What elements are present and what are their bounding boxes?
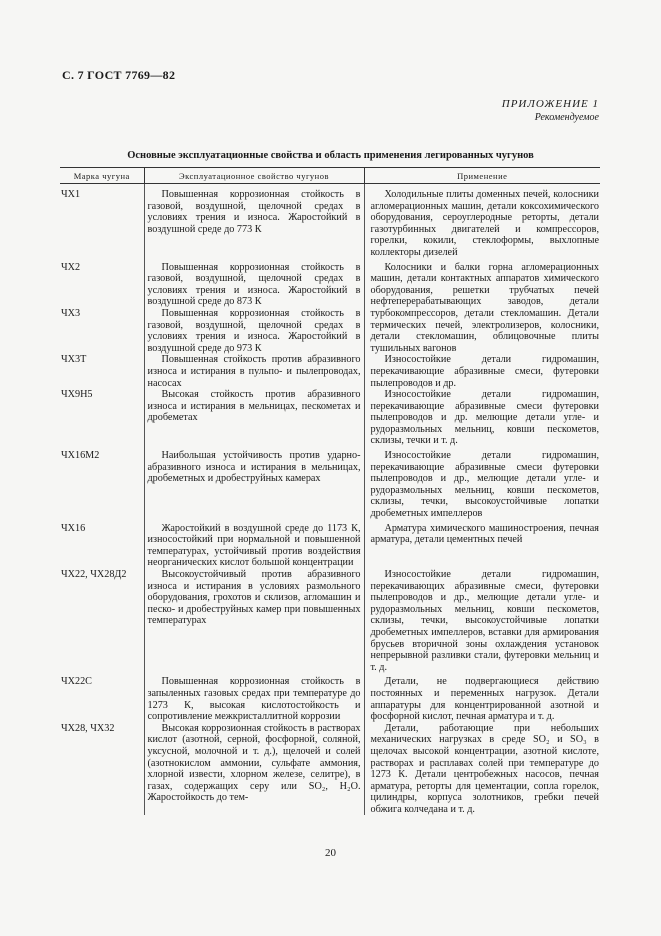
application-cell: Колосники и балки горна агломерационных машин, детали контактных аппаратов химического оборудования, решетки трубчатых печей нефтеперерабатывающих заводов, детали турбокомпрессоров, детали стекломашин. Детали термических печей, электролизеров, колосники, детали стекломашин, облицовочные плиты тушильных вагонов (364, 259, 600, 355)
grade-cell: ЧХ22С (61, 676, 92, 688)
table-row (60, 259, 600, 308)
property-cell: Жаростойкий в воздушной среде до 1173 К, износостойкий при нормальной и повышенной температурах, устойчивый против воздействия неорганических кислот большой концентрации (144, 520, 364, 569)
application-cell: Холодильные плиты доменных печей, колосники агломерационных машин, детали коксохимического оборудования, сероуглеродные реторты, детали газотурбинных двигателей и компрессоров, горелки, кокили, стеклоформы, выхлопные коллекторы дизелей (364, 184, 600, 259)
property-cell: Повышенная коррозионная стойкость в газовой, воздушной, щелочной средах в условиях трения и износа. Жаростойкий в воздушной среде до 773 К (144, 184, 364, 259)
grade-cell: ЧХ16 (61, 522, 86, 534)
property-cell: Высокоустойчивый против абразивного износа и истирания в условиях размольного оборудования, грохотов и склизов, агломашин и песко- и дробеструйных камер при повышенных температурах (144, 569, 364, 673)
page-number: 20 (325, 847, 336, 859)
table-row (60, 389, 600, 447)
column-header-property: Эксплуатационное свойство чугунов (144, 168, 364, 184)
application-cell: Арматура химического машиностроения, печная арматура, детали цементных печей (364, 520, 600, 569)
table-row (60, 447, 600, 520)
table-header-row (60, 168, 600, 184)
grade-cell: ЧХ3Т (61, 354, 87, 366)
table-row (60, 723, 600, 816)
property-cell: Повышенная стойкость против абразивного износа и истирания в пульпо- и пылепроводах, насосах (144, 354, 364, 389)
application-cell: Износостойкие детали гидромашин, перекачивающие абразивные смеси футеровки пылепроводов и др., мелющие детали угле- и рудоразмольных мельниц, ковши пескометов, склизы, течки, высокоустойчивые лопатки дробеметных импеллеров (364, 447, 600, 520)
property-cell: Повышенная коррозионная стойкость в запыленных газовых средах при температуре до 1273 К, высокая кислотостойкость и сопротивление межкристаллитной коррозии (144, 673, 364, 722)
grade-cell: ЧХ3 (61, 307, 81, 319)
properties-table (60, 167, 600, 815)
column-header-grade: Марка чугуна (60, 168, 144, 184)
table-title: Основные эксплуатационные свойства и область применения легированных чугунов (127, 150, 534, 161)
appendix-title: ПРИЛОЖЕНИЕ 1 (501, 98, 599, 110)
table-row (60, 520, 600, 569)
application-cell: Износостойкие детали гидромашин, перекачивающие абразивные смеси футеровки пылепроводов и др. мелющие детали угле- и рудоразмольных мельниц, ковши пескометов, склизы, течки и т. д. (364, 389, 600, 447)
document-header: С. 7 ГОСТ 7769—82 (62, 68, 176, 82)
appendix-subtitle: Рекомендуемое (534, 112, 599, 123)
property-cell: Высокая стойкость против абразивного износа и истирания в мельницах, пескометах и дробеметах (144, 389, 364, 447)
column-header-application: Применение (364, 168, 600, 184)
property-cell: Наибольшая устойчивость против ударно-абразивного износа и истирания в мельницах, дробеметных и дробеструйных камерах (144, 447, 364, 520)
grade-cell: ЧХ22, ЧХ28Д2 (61, 569, 127, 580)
application-cell: Износостойкие детали гидромашин, перекачивающие абразивные смеси, футеровки пылепроводов и др. (364, 354, 600, 389)
application-cell: Износостойкие детали гидромашин, перекачивающих абразивные смеси, футеровки пылепроводов и др., мелющие детали угле- и рудоразмольных мельниц, ковши пескометов, склизы, течки, высокоустойчивые лопатки дробеметных импеллеров, вставки для армирования брусьев вторичной зоны охлаждения установок непрерывной разливки стали, футеровки мельниц и т. д. (364, 569, 600, 673)
table-row (60, 354, 600, 389)
grade-cell: ЧХ16М2 (61, 450, 100, 462)
table-row (60, 673, 600, 722)
grade-cell: ЧХ28, ЧХ32 (61, 722, 115, 734)
grade-cell: ЧХ1 (61, 189, 81, 200)
property-cell: Повышенная коррозионная стойкость в газовой, воздушной, щелочной средах в условиях трения и износа. Жаростойкий в воздушной среде до 873 К (144, 259, 364, 308)
application-cell: Детали, не подвергающиеся действию постоянных и переменных нагрузок. Детали аппаратуры для концентрированной азотной и фосфорной кислот, печная арматура и т. д. (364, 673, 600, 722)
grade-cell: ЧХ9Н5 (61, 389, 93, 401)
table-row (60, 569, 600, 673)
table-row (60, 184, 600, 259)
application-cell: Детали, работающие при небольших механических нагрузках в среде SO₂ и SO₃ в щелочах высокой концентрации, азотной кислоте, растворах и расплавах солей при температуре до 1273 К. Детали центробежных насосов, печная арматура, реторты для цементации, сопла горелок, цилиндры, корпуса золотников, гребки печей обжига колчедана и т. д. (364, 723, 600, 816)
appendix-block (502, 98, 599, 124)
property-cell: Высокая коррозионная стойкость в растворах кислот (азотной, серной, фосфорной, соляной, уксусной, молочной и т. д.), щелочей и солей (азотнокислом аммонии, сульфате аммония, хлорной извести, хлорном железе, селитре), в газах, содержащих серу или SO₂, H₂O. Жаростойкость до тем- (144, 723, 364, 816)
grade-cell: ЧХ2 (61, 261, 81, 273)
property-cell: Повышенная коррозионная стойкость в газовой, воздушной, щелочной средах в условиях трения и износа. Жаростойкий в воздушной среде до 973 К (144, 308, 364, 354)
